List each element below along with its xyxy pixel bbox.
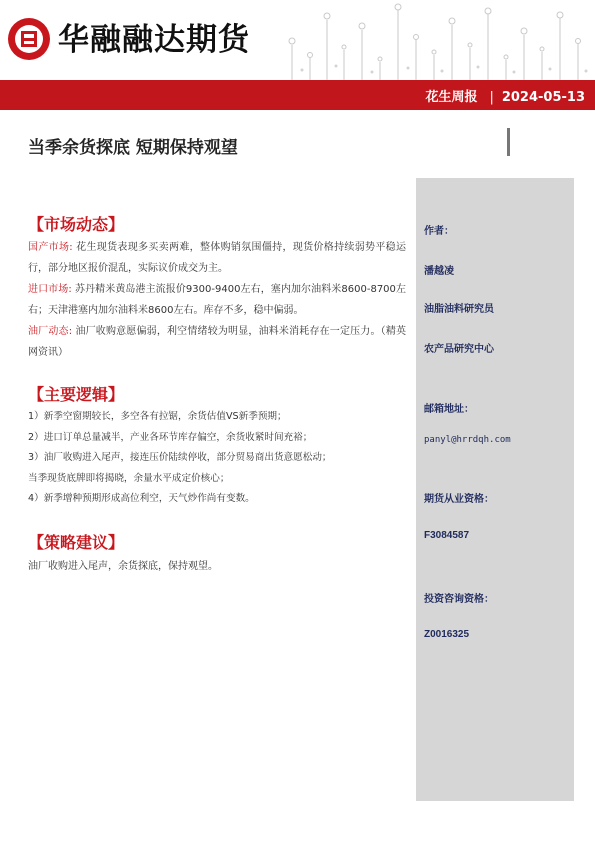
- market-item-label: 进口市场:: [28, 284, 72, 295]
- report-header: [0, 0, 595, 80]
- email-label: 邮箱地址：: [424, 404, 474, 415]
- logic-line: 4）新季增种预期形成高位利空，天气炒作尚有变数。: [28, 493, 255, 504]
- market-item-text: 花生现货表现多买卖两难，整体购销氛围僵持，现货价格持续弱势平稳运行，部分地区报价混乱，实际议价成交为主。: [28, 242, 406, 274]
- report-date: 2024-05-13: [501, 90, 585, 105]
- logic-line: 1）新季空窗期较长，多空各有拉锯，余货估值VS新季预期；: [28, 411, 287, 422]
- author-sidebar: [416, 178, 574, 801]
- logic-list: [28, 407, 408, 510]
- market-item-label: 国产市场:: [28, 242, 73, 253]
- futures-license-label: 期货从业资格：: [424, 494, 494, 505]
- market-item: [28, 321, 406, 363]
- market-item: [28, 237, 406, 279]
- logic-line: 2）进口订单总量减半，产业各环节库存偏空，余货收紧时间充裕；: [28, 431, 313, 443]
- title-divider: [507, 128, 510, 156]
- market-heading: 【市场动态】: [28, 215, 125, 234]
- company-name: 华融融达期货: [58, 22, 250, 58]
- info-divider: |: [489, 90, 494, 105]
- logic-line: 当季现货底牌即将揭晓，余量水平成定价核心；: [28, 472, 230, 484]
- company-logo-icon: [8, 18, 50, 60]
- market-paragraphs: [28, 237, 406, 363]
- logic-heading: 【主要逻辑】: [28, 385, 125, 404]
- decorative-pattern: [272, 0, 595, 80]
- advisory-license-label: 投资咨询资格：: [424, 594, 494, 605]
- logic-line: 3）油厂收购进入尾声，接连压价陆续停收，部分贸易商出货意愿松动；: [28, 452, 332, 463]
- report-type: 花生周报: [425, 90, 478, 105]
- author-label: 作者：: [424, 226, 454, 237]
- market-item-text: 油厂收购意愿偏弱，利空情绪较为明显，油料米消耗存在一定压力。（精英网资讯）: [28, 326, 407, 358]
- research-center: 农产品研究中心: [424, 344, 494, 355]
- report-info-bar: [0, 80, 595, 110]
- market-item-label: 油厂动态:: [28, 326, 73, 337]
- author-department: 油脂油料研究员: [424, 304, 494, 315]
- strategy-heading: 【策略建议】: [28, 533, 125, 552]
- market-item-text: 苏丹精米黄岛港主流报价9300-9400左右，塞内加尔油料米8600-8700左右；天津港塞内加尔油料米8600左右。库存不多，稳中偏弱。: [28, 284, 406, 316]
- strategy-text: 油厂收购进入尾声，余货探底，保持观望。: [28, 561, 218, 572]
- market-item: [28, 279, 406, 321]
- author-name: 潘越凌: [424, 266, 454, 277]
- futures-license-code: F3084587: [424, 530, 470, 541]
- email-address[interactable]: panyl@hrrdqh.com: [424, 435, 511, 445]
- advisory-license-code: Z0016325: [424, 629, 470, 640]
- report-title: 当季余货探底 短期保持观望: [28, 138, 238, 158]
